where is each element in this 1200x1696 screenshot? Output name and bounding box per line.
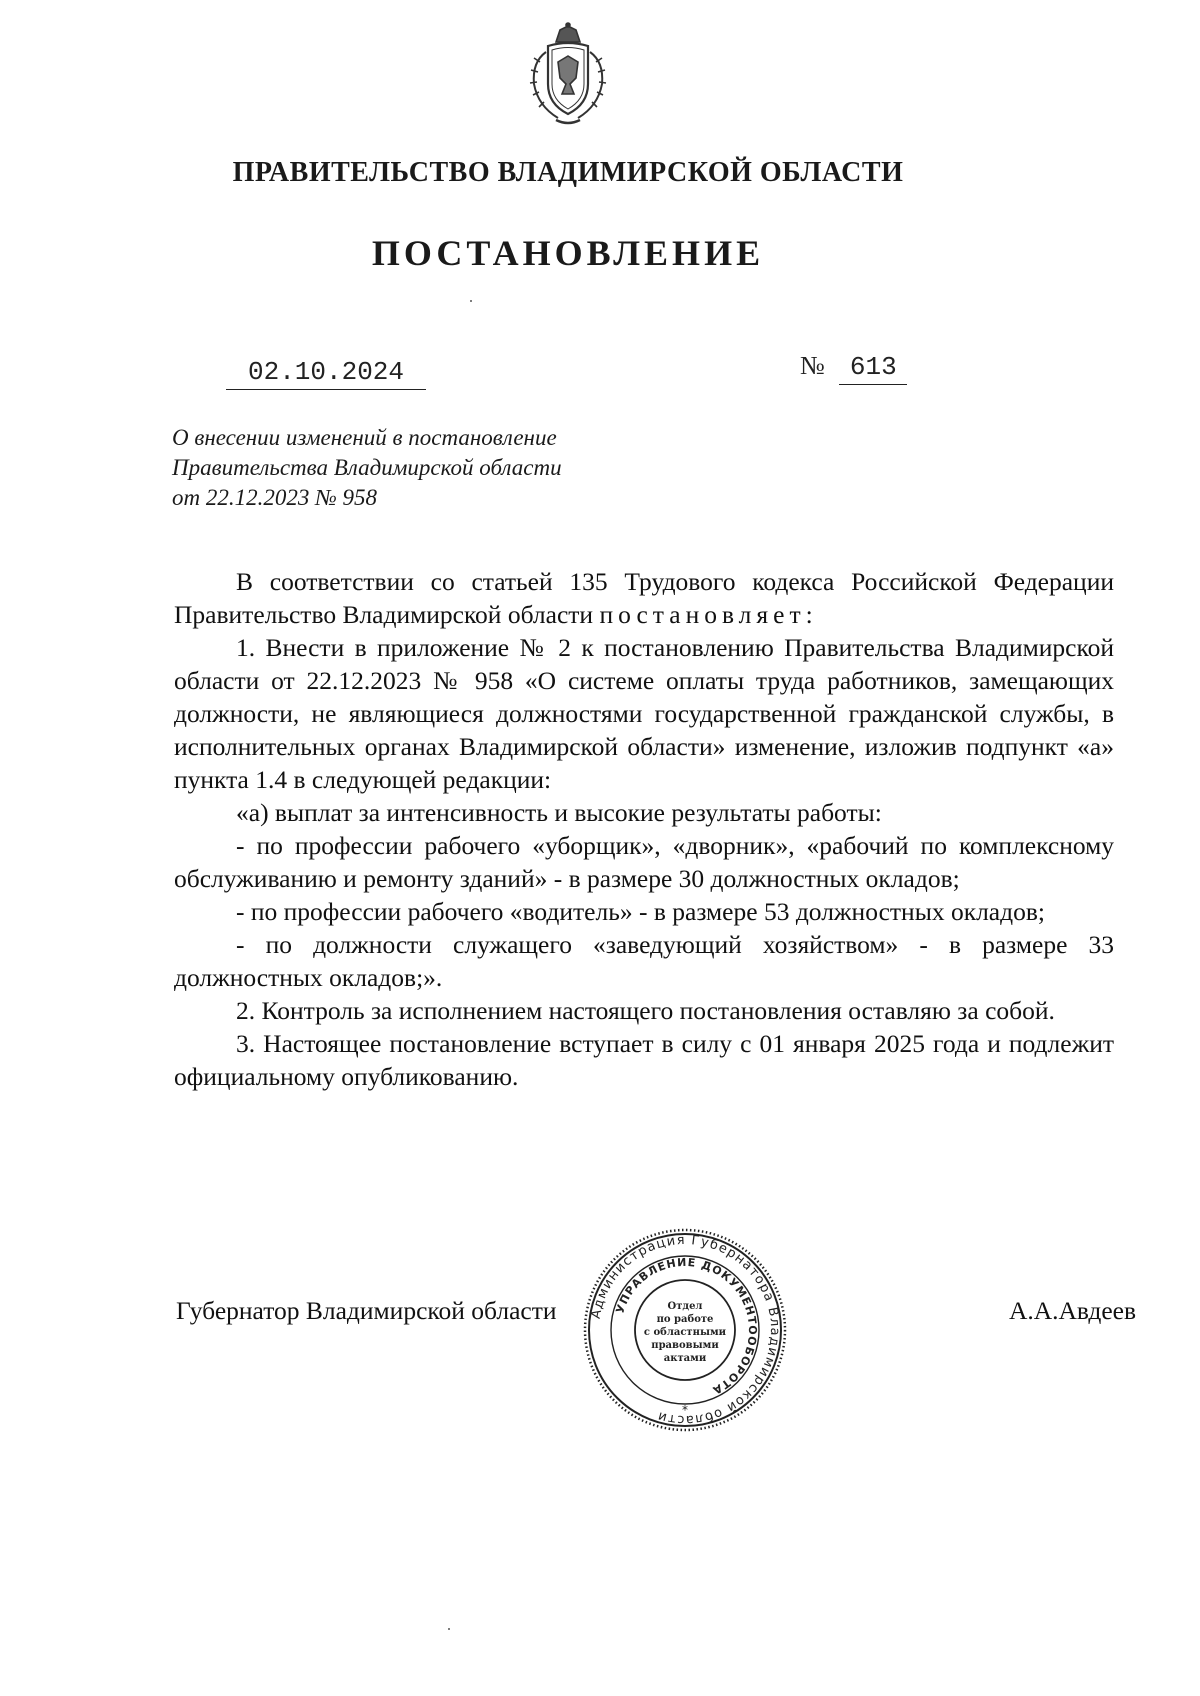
preamble-colon: : — [805, 600, 813, 629]
decree-verb: постановляет — [599, 600, 806, 629]
subject-line: О внесении изменений в постановление — [172, 425, 557, 450]
preamble-text: В соответствии со статьей 135 Трудового кодекса Российской Федерации Правительство Владимирской области — [174, 567, 1114, 629]
coat-of-arms-emblem — [518, 22, 618, 132]
preamble-paragraph — [174, 565, 1114, 631]
number-sign: № — [800, 351, 825, 380]
list-item: - по профессии рабочего «уборщик», «дворник», «рабочий по комплексному обслуживанию и ремонту зданий» - в размере 30 должностных окладов; — [174, 831, 1114, 893]
seal-star-icon: * — [682, 1403, 688, 1417]
list-item: - по профессии рабочего «водитель» - в размере 53 должностных окладов; — [236, 897, 1045, 926]
seal-center-line: по работе — [656, 1314, 714, 1325]
subject-line: от 22.12.2023 № 958 — [172, 485, 378, 510]
signatory-position: Губернатор Владимирской области — [176, 1296, 557, 1325]
document-date: 02.10.2024 — [226, 357, 426, 390]
document-body — [174, 565, 1114, 1093]
seal-center-line: правовыми — [651, 1340, 719, 1351]
government-title: ПРАВИТЕЛЬСТВО ВЛАДИМИРСКОЙ ОБЛАСТИ — [232, 157, 904, 188]
subject-line: Правительства Владимирской области — [172, 455, 562, 480]
document-subject — [172, 423, 642, 513]
scan-speck — [448, 1628, 450, 1630]
scan-speck — [470, 300, 472, 302]
subitem-a-paragraph: «а) выплат за интенсивность и высокие результаты работы: — [236, 798, 882, 827]
seal-center-line: актами — [663, 1353, 707, 1364]
list-item: - по должности служащего «заведующий хозяйством» - в размере 33 должностных окладов;». — [174, 930, 1114, 992]
seal-center-line: Отдел — [667, 1301, 703, 1312]
seal-center-line: с областными — [643, 1327, 727, 1338]
document-number-field — [800, 351, 907, 385]
item-3-paragraph: 3. Настоящее постановление вступает в силу с 01 января 2025 года и подлежит официальному опубликованию. — [174, 1029, 1114, 1091]
seal-inner-text: УПРАВЛЕНИЕ ДОКУМЕНТООБОРОТА — [613, 1255, 760, 1398]
official-seal-stamp — [580, 1225, 790, 1435]
item-1-paragraph: 1. Внести в приложение № 2 к постановлению Правительства Владимирской области от 22.12.2023 № 958 «О системе оплаты труда работников, замещающих должности, не являющиеся должностями государственной гражданской службы, в исполнительных органах Владимирской области» изменение, изложив подпункт «а» пункта 1.4 в следующей редакции: — [174, 633, 1114, 794]
item-2-paragraph: 2. Контроль за исполнением настоящего постановления оставляю за собой. — [236, 996, 1055, 1025]
document-type-title: ПОСТАНОВЛЕНИЕ — [371, 233, 765, 273]
document-number: 613 — [839, 352, 907, 385]
seal-outer-text: Администрация Губернатора Владимирской области — [588, 1232, 783, 1428]
signatory-name: А.А.Авдеев — [1008, 1296, 1136, 1325]
